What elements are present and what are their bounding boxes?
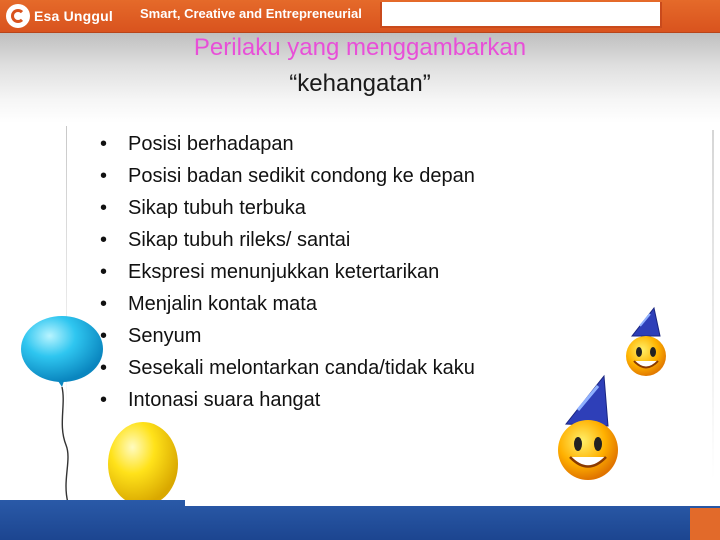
party-smiley-small-icon [620,306,672,378]
logo-mark-icon [6,4,30,28]
bullet-dot: • [100,325,108,347]
footer-bar [0,500,720,540]
content-right-edge [712,130,714,480]
bullet-dot: • [100,357,108,379]
list-item [100,192,475,224]
list-item-text: Ekspresi menunjukkan ketertarikan [128,261,440,283]
list-item [100,224,475,256]
bullet-dot: • [100,293,108,315]
footer-orange-block [690,508,720,540]
list-item-text: Menjalin kontak mata [128,293,317,315]
bullet-dot: • [100,389,108,411]
party-smiley-large-icon [552,372,624,484]
slide-title [0,30,720,102]
list-item-text: Posisi badan sedikit condong ke depan [128,165,475,187]
bullet-dot: • [100,229,108,251]
logo-text: Esa Unggul [34,8,114,24]
bullet-dot: • [100,197,108,219]
footer-white-stripe [185,500,720,506]
list-item [100,160,475,192]
list-item-text: Sikap tubuh terbuka [128,197,306,219]
list-item [100,128,475,160]
list-item [100,256,475,288]
list-item-text: Intonasi suara hangat [128,389,321,411]
bullet-list [100,128,475,416]
list-item [100,352,475,384]
list-item [100,384,475,416]
bullet-dot: • [100,133,108,155]
list-item-text: Sesekali melontarkan canda/tidak kaku [128,357,475,379]
cyan-balloon-icon [14,315,114,505]
bullet-dot: • [100,261,108,283]
header-white-panel [380,2,662,28]
slide-title-line1: Perilaku yang menggambarkan [193,34,527,61]
list-item [100,288,475,320]
list-item-text: Senyum [128,325,202,347]
university-logo [6,3,113,29]
bullet-dot: • [100,165,108,187]
slide-title-line2: “kehangatan” [289,70,431,97]
list-item-text: Sikap tubuh rileks/ santai [128,229,351,251]
list-item-text: Posisi berhadapan [128,133,294,155]
header-tagline: Smart, Creative and Entrepreneurial [140,6,362,21]
list-item [100,320,475,352]
